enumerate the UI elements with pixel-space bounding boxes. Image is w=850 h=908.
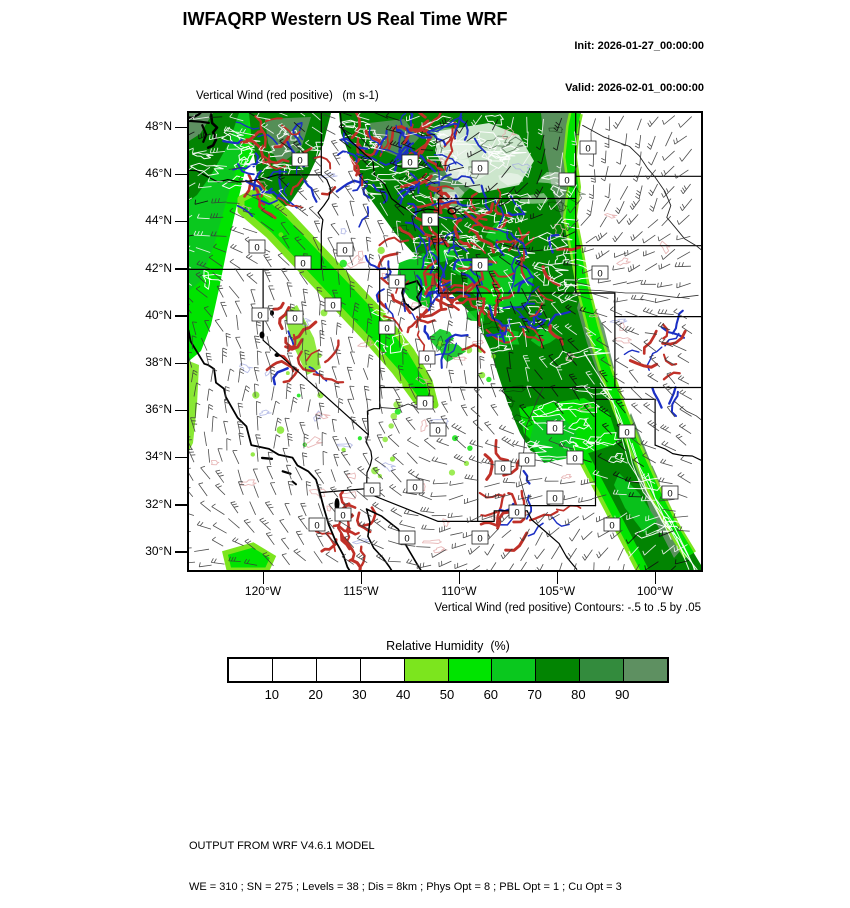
lon-tick-label: 105°W (538, 584, 576, 598)
contour-zero-label: 0 (404, 533, 410, 545)
contour-zero-label: 0 (477, 260, 483, 272)
contour-zero-label: 0 (394, 277, 400, 289)
lat-tick-label: 36°N (145, 402, 172, 417)
valid-time-label: Valid: 2026-02-01_00:00:00 (565, 82, 704, 94)
contour-zero-label: 0 (254, 242, 260, 254)
contour-zero-label: 0 (609, 520, 615, 532)
contour-zero-label: 0 (552, 493, 558, 505)
lat-tick-label: 38°N (145, 355, 172, 369)
contour-zero-label: 0 (424, 353, 430, 365)
lat-tick-mark (175, 410, 187, 412)
colorbar-tick-label: 10 (264, 687, 280, 702)
contour-zero-label: 0 (514, 507, 520, 519)
lat-tick-label: 34°N (145, 449, 172, 464)
lon-tick-label: 110°W (441, 584, 477, 598)
contour-zero-label: 0 (407, 157, 413, 169)
colorbar-tick-label: 60 (483, 687, 499, 702)
colorbar-tick-label: 80 (571, 687, 586, 702)
contour-zero-label: 0 (552, 423, 558, 435)
contour-zero-label: 0 (300, 258, 306, 270)
lon-tick-mark (361, 572, 363, 584)
colorbar-title: Relative Humidity (%) (386, 639, 510, 653)
lon-tick-mark (459, 572, 461, 584)
lat-tick-label: 32°N (145, 496, 172, 511)
colorbar-cell (361, 659, 405, 681)
lat-tick-mark (175, 457, 187, 459)
wrf-map-canvas (189, 113, 701, 570)
contour-zero-label: 0 (667, 488, 673, 500)
colorbar-tick-label: 90 (614, 687, 630, 702)
colorbar-tick-label: 40 (395, 687, 411, 702)
lon-tick-mark (557, 572, 559, 584)
lat-tick-mark (175, 363, 187, 365)
legend-line-vertical-wind: Vertical Wind (red positive) (m s-1) (196, 90, 379, 102)
contour-zero-label: 0 (340, 510, 346, 522)
colorbar-cell (624, 659, 667, 681)
colorbar-tick-label: 30 (352, 687, 367, 702)
contour-zero-label: 0 (292, 313, 298, 325)
model-times (565, 11, 704, 109)
contour-zero-label: 0 (427, 215, 433, 227)
lat-tick-label: 44°N (145, 213, 172, 228)
colorbar-cell (317, 659, 361, 681)
contour-zero-label: 0 (477, 533, 483, 545)
colorbar-cell (492, 659, 536, 681)
footer-line-1: OUTPUT FROM WRF V4.6.1 MODEL (189, 840, 375, 852)
contour-zero-label: 0 (624, 427, 630, 439)
contour-zero-label: 0 (564, 175, 570, 187)
lat-tick-mark (175, 315, 187, 317)
lat-tick-label: 40°N (145, 307, 172, 322)
contour-zero-label: 0 (500, 463, 506, 475)
contour-zero-label: 0 (422, 398, 428, 410)
contour-zero-label: 0 (384, 323, 390, 335)
colorbar-cell (580, 659, 624, 681)
colorbar-tick-label: 70 (527, 687, 542, 702)
contour-zero-label: 0 (297, 155, 303, 167)
contour-zero-label: 0 (314, 520, 320, 532)
contour-zero-label: 0 (342, 245, 348, 257)
colorbar-cell (229, 659, 273, 681)
lat-tick-mark (175, 127, 187, 129)
colorbar-cell (273, 659, 317, 681)
lat-tick-label: 30°N (145, 543, 172, 558)
colorbar-cell (536, 659, 580, 681)
contour-zero-label: 0 (435, 425, 441, 437)
lat-tick-label: 42°N (145, 260, 172, 275)
colorbar-cell (405, 659, 449, 681)
contour-zero-label: 0 (330, 300, 336, 312)
model-footer (189, 813, 622, 908)
contour-zero-label: 0 (257, 310, 263, 322)
contour-zero-label: 0 (524, 455, 530, 467)
contour-zero-label: 0 (597, 268, 603, 280)
contour-zero-label: 0 (477, 163, 483, 175)
lon-tick-label: 120°W (244, 584, 282, 598)
lat-tick-mark (175, 174, 187, 176)
lat-tick-mark (175, 504, 187, 506)
lon-tick-mark (655, 572, 657, 584)
contour-zero-label: 0 (412, 482, 418, 494)
colorbar-tick-label: 50 (439, 687, 455, 702)
footer-line-2: WE = 310 ; SN = 275 ; Levels = 38 ; Dis = 8km ; Phys Opt = 8 ; PBL Opt = 1 ; Cu Opt = 3 (189, 880, 622, 893)
contour-zero-label: 0 (369, 485, 375, 497)
lat-tick-mark (175, 268, 187, 270)
colorbar (227, 657, 669, 683)
colorbar-tick-label: 20 (308, 687, 323, 702)
lon-tick-mark (263, 572, 265, 584)
contour-zero-label: 0 (572, 453, 578, 465)
lat-tick-label: 46°N (145, 166, 172, 181)
contour-caption: Vertical Wind (red positive) Contours: -.5 to .5 by .05 (434, 602, 701, 614)
lat-tick-label: 48°N (145, 119, 172, 133)
lat-tick-mark (175, 221, 187, 223)
page-title: IWFAQRP Western US Real Time WRF (182, 9, 508, 29)
lon-tick-label: 100°W (636, 584, 674, 598)
lat-tick-mark (175, 551, 187, 553)
map-frame (187, 111, 703, 572)
lon-tick-label: 115°W (343, 584, 379, 598)
init-time-label: Init: 2026-01-27_00:00:00 (574, 40, 704, 52)
colorbar-cell (449, 659, 493, 681)
contour-zero-label: 0 (585, 143, 591, 155)
